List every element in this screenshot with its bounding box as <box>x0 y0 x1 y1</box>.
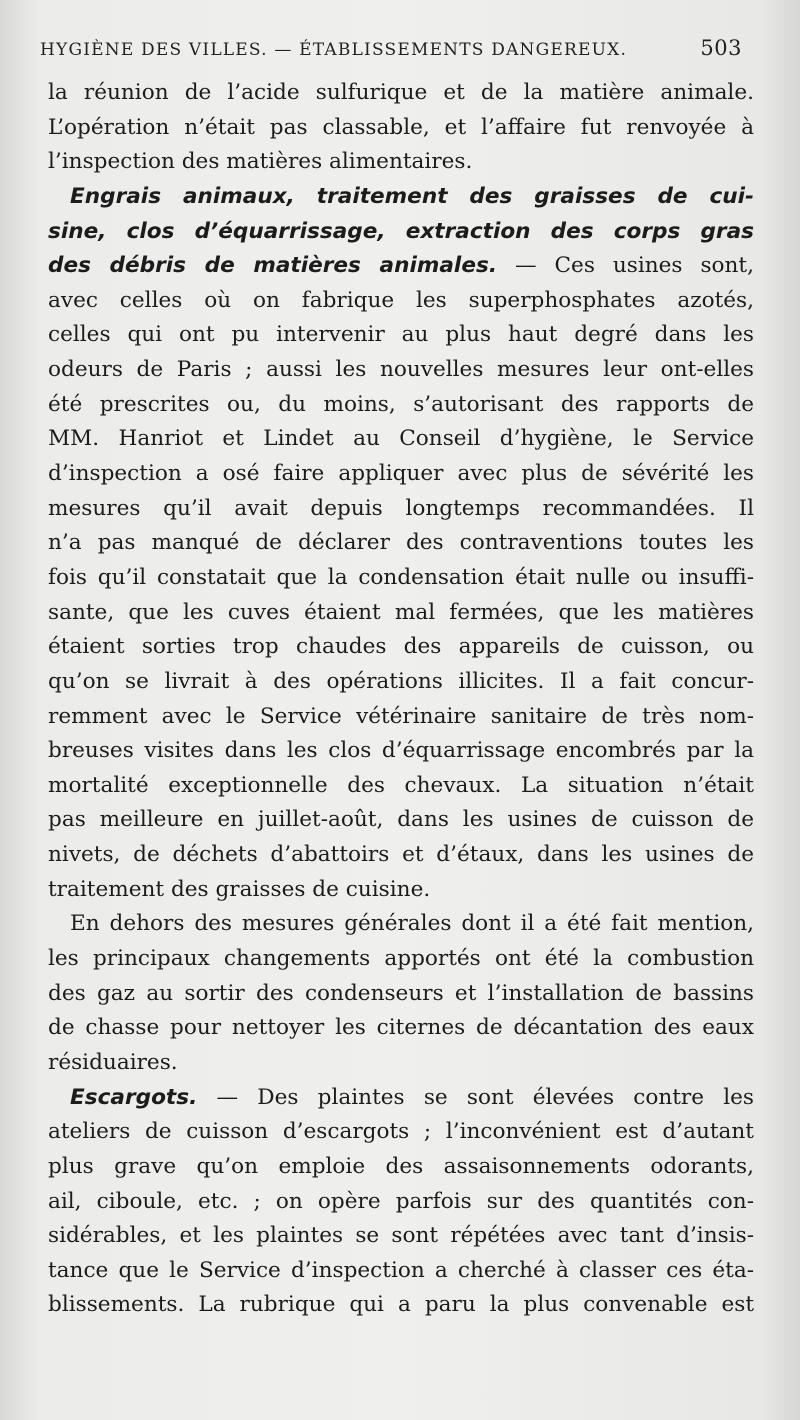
text-line: plus grave qu’on emploie des assaisonnements odorants, <box>48 1153 754 1179</box>
text-line: les principaux changements apportés ont été la combustion <box>48 946 754 972</box>
section-heading-line <box>48 215 754 250</box>
text-line: étaient sorties trop chaudes des appareils de cuisson, ou <box>48 634 754 660</box>
text-line: pas meilleure en juillet-août, dans les usines de cuisson de <box>48 807 754 833</box>
text-line: traitement des graisses de cuisine. <box>48 876 431 902</box>
text-line: blissements. La rubrique qui a paru la plus convenable est <box>48 1292 754 1318</box>
text-line: celles qui ont pu intervenir au plus haut degré dans les <box>48 322 754 348</box>
text-line: résiduaires. <box>48 1049 178 1075</box>
text-line: sante, que les cuves étaient mal fermées, que les matières <box>48 599 754 625</box>
text-line: été prescrites ou, du moins, s’autorisant des rapports de <box>48 391 754 417</box>
text-line: la réunion de l’acide sulfurique et de la matière animale. <box>48 80 754 105</box>
text-line: nivets, de déchets d’abattoirs et d’étaux, dans les usines de <box>48 842 754 868</box>
text-line: qu’on se livrait à des opérations illicites. Il a fait concur- <box>48 668 754 694</box>
text-line: d’inspection a osé faire appliquer avec plus de sévérité les <box>48 461 754 487</box>
text-line: ateliers de cuisson d’escargots ; l’inconvénient est d’autant <box>48 1119 754 1145</box>
text-line: avec celles où on fabrique les superphosphates azotés, <box>48 287 754 313</box>
section-heading-engrais: Engrais animaux, traitement des graisses de cui- <box>70 183 754 209</box>
text-line <box>48 249 754 284</box>
text-line: En dehors des mesures générales dont il a été fait mention, <box>70 911 754 937</box>
text-line: remment avec le Service vétérinaire sanitaire de très nom- <box>48 703 754 729</box>
text-line: breuses visites dans les clos d’équarrissage encombrés par la <box>48 738 754 764</box>
running-title: HYGIÈNE DES VILLES. — ÉTABLISSEMENTS DANGEREUX. <box>40 40 628 60</box>
text-run: — Des plaintes se sont élevées contre les <box>197 1084 754 1110</box>
text-line: l’inspection des matières alimentaires. <box>48 149 473 175</box>
text-line: de chasse pour nettoyer les citernes de décantation des eaux <box>48 1015 754 1041</box>
page-number: 503 <box>700 36 742 60</box>
section-heading-engrais: des débris de matières animales. <box>48 253 498 279</box>
text-line: mortalité exceptionnelle des chevaux. La situation n’était <box>48 772 754 798</box>
body-text <box>48 76 754 1323</box>
page-header <box>40 36 742 70</box>
text-line: tance que le Service d’inspection a cherché à classer ces éta- <box>48 1257 754 1283</box>
section-heading-engrais: sine, clos d’équarrissage, extraction des corps gras <box>48 218 754 244</box>
section-heading-escargots: Escargots. <box>70 1084 198 1110</box>
text-line: ail, ciboule, etc. ; on opère parfois sur des quantités con- <box>48 1188 754 1214</box>
text-line: sidérables, et les plaintes se sont répétées avec tant d’insis- <box>48 1223 754 1249</box>
section-heading-line <box>48 180 754 215</box>
text-line: n’a pas manqué de déclarer des contraventions toutes les <box>48 530 754 556</box>
text-line: L’opération n’était pas classable, et l’affaire fut renvoyée à <box>48 114 754 140</box>
text-line: des gaz au sortir des condenseurs et l’installation de bassins <box>48 980 754 1006</box>
text-line: fois qu’il constatait que la condensation était nulle ou insuffi- <box>48 564 754 590</box>
text-line <box>48 1081 754 1116</box>
text-line: MM. Hanriot et Lindet au Conseil d’hygiène, le Service <box>48 426 754 452</box>
text-line: mesures qu’il avait depuis longtemps recommandées. Il <box>48 495 754 521</box>
text-line: odeurs de Paris ; aussi les nouvelles mesures leur ont-elles <box>48 357 754 383</box>
text-run: — Ces usines sont, <box>497 253 754 279</box>
